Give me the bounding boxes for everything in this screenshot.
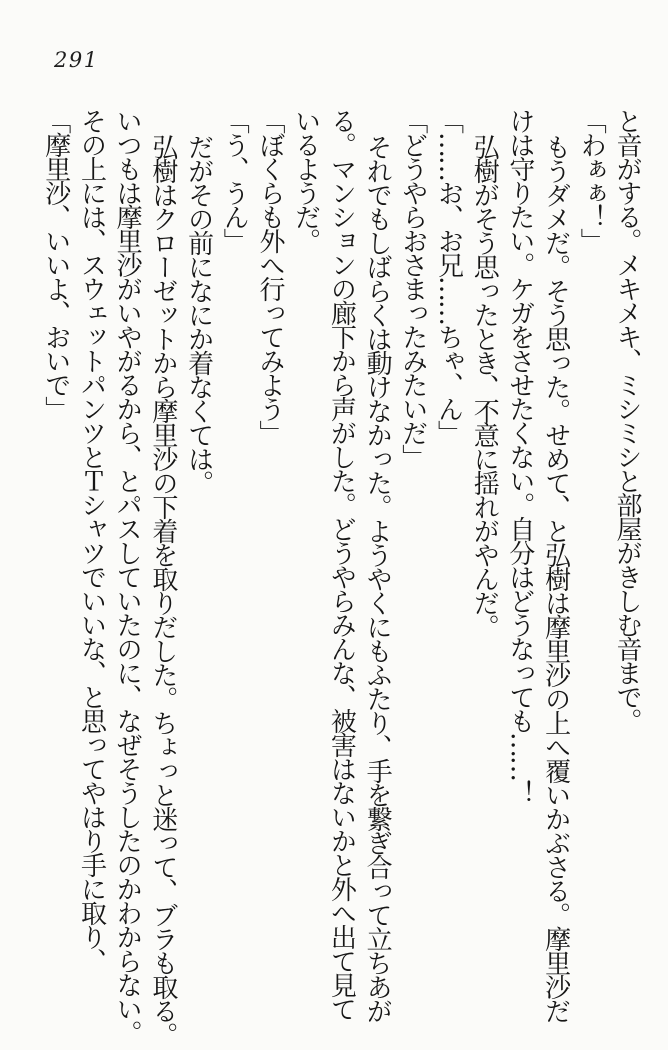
text-column: けは守りたい。ケガをさせたくない。自分はどうなっても……！ [504,108,535,804]
text-column: もうダメだ。そう思った。せめて、と弘樹は摩里沙の上へ覆いかぶさる。摩里沙だ [540,134,571,1022]
text-column: 弘樹はクローゼットから摩里沙の下着を取りだした。ちょっと迷って、ブラも取る。 [147,134,178,1046]
text-column: 「摩里沙、いいよ、おいで」 [40,108,71,420]
vertical-text-block [37,108,644,1050]
page-number: 291 [54,48,99,72]
text-column: 「う、うん」 [219,108,250,252]
text-column: と音がする。メキメキ、ミシミシと部屋がきしむ音まで。 [612,108,642,732]
text-column: いるようだ。 [290,108,321,252]
text-column: だがその前になにか着なくては。 [183,134,214,494]
text-column: 「ぼくらも外へ行ってみよう」 [254,108,285,444]
text-column: それでもしばらくは動けなかった。ようやくにもふたり、手を繋ぎ合って立ちあが [362,134,393,1022]
text-column: 「……お、お兄……ちゃ、ん」 [433,108,464,444]
text-column: いつもは摩里沙がいやがるから、とパスしていたのに、なぜそうしたのかわからない。 [112,108,143,1044]
text-column: その上には、スウェットパンツとＴシャツでいいな、と思ってやはり手に取り、 [76,108,107,972]
text-column: 「わぁぁ！」 [576,108,607,252]
text-column: 「どうやらおさまったみたいだ」 [397,108,428,468]
text-column: 弘樹がそう思ったとき、不意に揺れがやんだ。 [469,134,500,638]
text-column: る。マンションの廊下から声がした。どうやらみんな、被害はないかと外へ出て見て [326,108,357,1020]
